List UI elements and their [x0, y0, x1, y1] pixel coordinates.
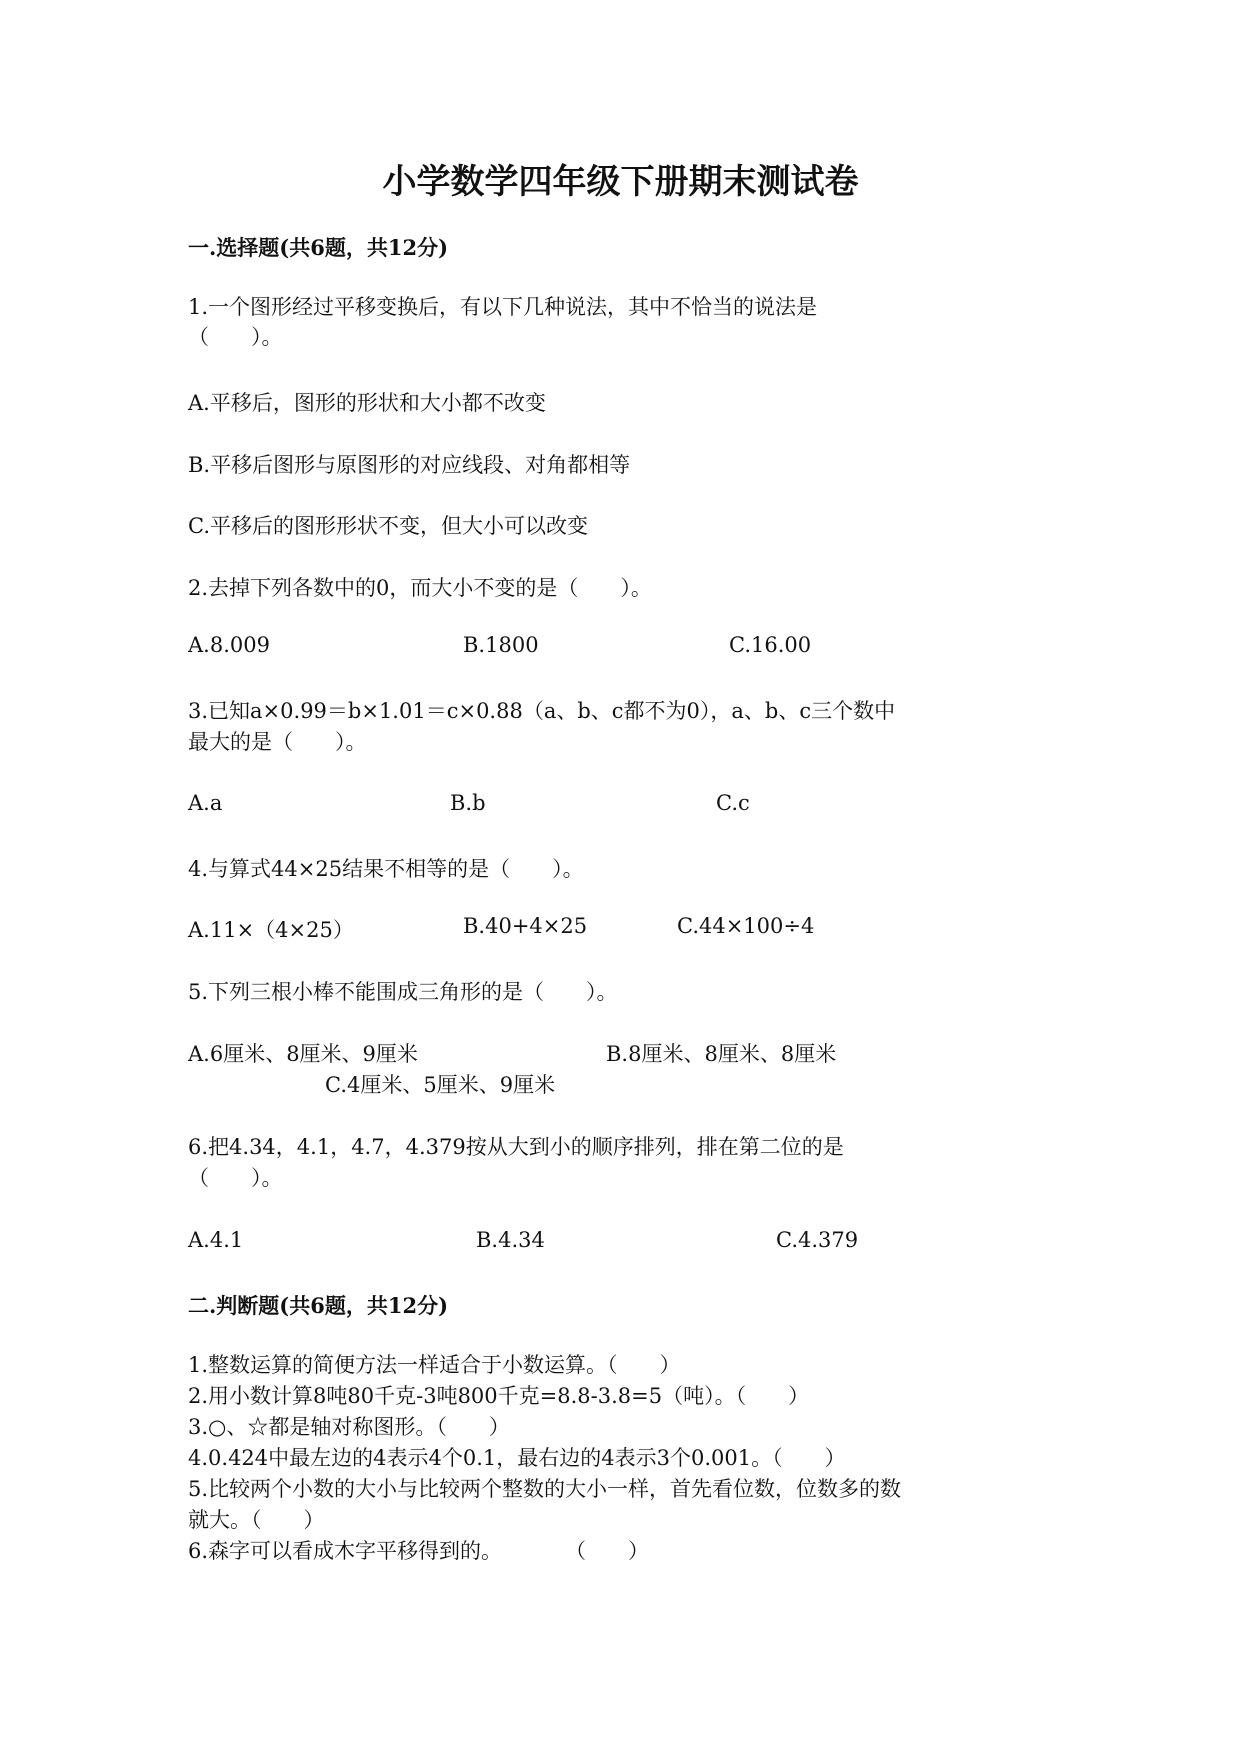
option-b: B.40+4×25	[463, 914, 588, 938]
judgement-item: 3.○、☆都是轴对称图形。（ ）	[188, 1415, 510, 1439]
section-heading-judgement: 二.判断题(共6题，共12分)	[188, 1293, 449, 1318]
option-a: A.a	[188, 791, 223, 815]
option-c: C.4厘米、5厘米、9厘米	[325, 1073, 556, 1097]
option-c: C.44×100÷4	[677, 914, 815, 938]
option-b: B.平移后图形与原图形的对应线段、对角都相等	[188, 453, 631, 477]
option-a: A.4.1	[188, 1228, 244, 1252]
option-b: B.b	[450, 791, 486, 815]
question-stem-cont: （ ）。	[188, 325, 283, 349]
question-stem: 3.已知a×0.99＝b×1.01＝c×0.88（a、b、c都不为0），a、b、c三个数中	[188, 699, 896, 723]
option-a: A.平移后，图形的形状和大小都不改变	[188, 391, 546, 415]
question-stem: 6.把4.34，4.1，4.7，4.379按从大到小的顺序排列，排在第二位的是	[188, 1135, 844, 1159]
option-c: C.16.00	[729, 633, 812, 657]
option-a: A.8.009	[188, 633, 270, 657]
section-heading-choice: 一.选择题(共6题，共12分)	[188, 235, 449, 260]
option-b: B.1800	[463, 633, 539, 657]
option-a: A.6厘米、8厘米、9厘米	[188, 1042, 418, 1066]
judgement-item: 2.用小数计算8吨80千克-3吨800千克=8.8-3.8=5（吨）。（ ）	[188, 1384, 810, 1408]
page-title: 小学数学四年级下册期末测试卷	[382, 162, 859, 202]
question-stem: 4.与算式44×25结果不相等的是（ ）。	[188, 857, 584, 881]
question-stem-cont: 最大的是（ ）。	[188, 730, 367, 754]
judgement-item-cont: 就大。（ ）	[188, 1508, 325, 1532]
judgement-item: 5.比较两个小数的大小与比较两个整数的大小一样，首先看位数，位数多的数	[188, 1477, 902, 1501]
option-a: A.11×（4×25）	[188, 918, 354, 942]
question-stem: 1.一个图形经过平移变换后，有以下几种说法，其中不恰当的说法是	[188, 295, 818, 319]
judgement-item: 6.森字可以看成木字平移得到的。 （ ）	[188, 1539, 650, 1563]
question-stem-cont: （ ）。	[188, 1166, 283, 1190]
option-b: B.4.34	[476, 1228, 545, 1252]
judgement-item: 4.0.424中最左边的4表示4个0.1，最右边的4表示3个0.001。（ ）	[188, 1446, 846, 1470]
option-b: B.8厘米、8厘米、8厘米	[606, 1042, 837, 1066]
question-stem: 2.去掉下列各数中的0，而大小不变的是（ ）。	[188, 576, 652, 600]
option-c: C.平移后的图形形状不变，但大小可以改变	[188, 514, 588, 538]
judgement-item: 1.整数运算的简便方法一样适合于小数运算。（ ）	[188, 1353, 681, 1377]
question-stem: 5.下列三根小棒不能围成三角形的是（ ）。	[188, 980, 618, 1004]
option-c: C.c	[716, 791, 750, 815]
option-c: C.4.379	[776, 1228, 859, 1252]
